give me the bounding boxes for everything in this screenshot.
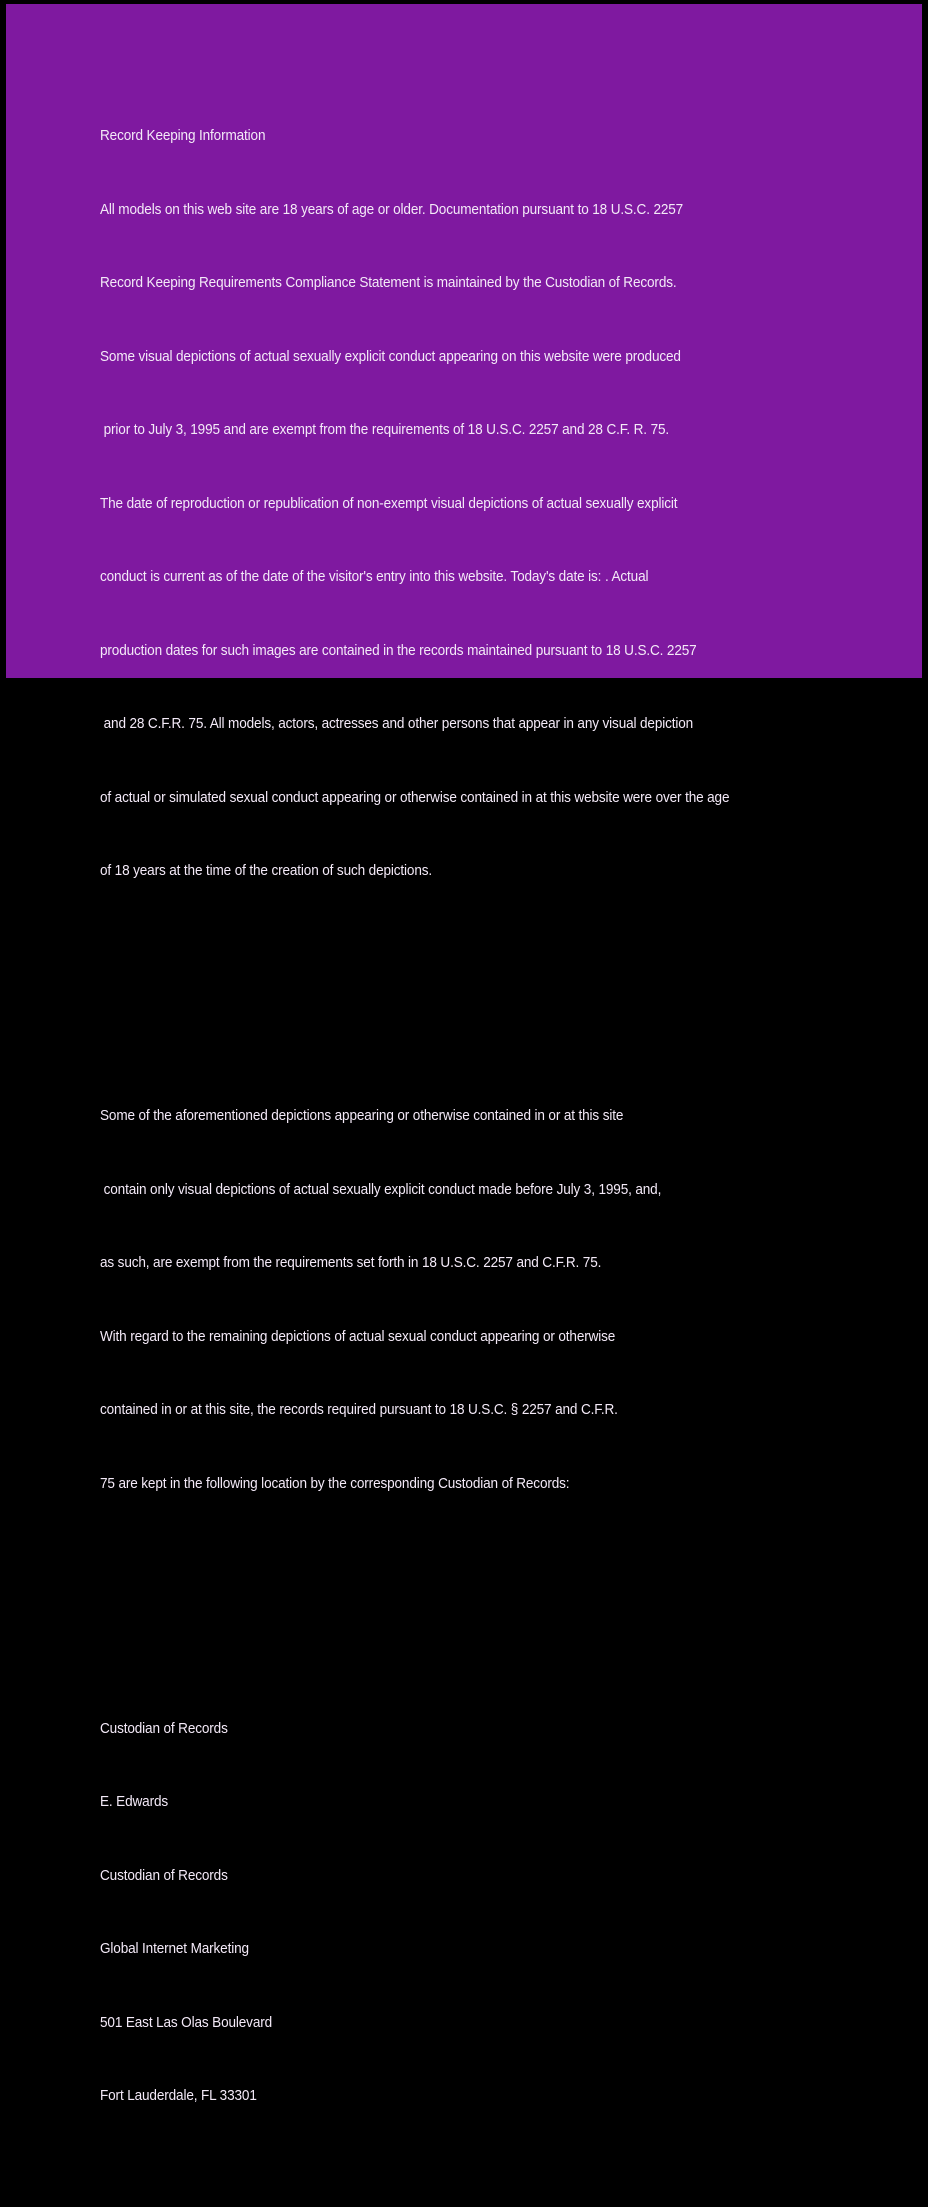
statement-line: contain only visual depictions of actual sexually explicit conduct made before July 3, 1995, and, (100, 1181, 662, 1198)
statement-line: production dates for such images are contained in the records maintained pursuant to 18 U.S.C. 2257 (100, 642, 697, 659)
paragraph-spacer (100, 982, 844, 1007)
statement-line: prior to July 3, 1995 and are exempt from the requirements of 18 U.S.C. 2257 and 28 C.F. R. 75. (100, 422, 670, 438)
statement-line: Some of the aforementioned depictions appearing or otherwise contained in or at this site (100, 1108, 624, 1124)
address-line: 501 East Las Olas Boulevard (100, 2014, 273, 2031)
statement-line: Record Keeping Requirements Compliance Statement is maintained by the Custodian of Records. (100, 275, 677, 291)
statement-line: Some visual depictions of actual sexually explicit conduct appearing on this website were produced (100, 348, 681, 365)
address-line: E. Edwards (100, 1794, 169, 1810)
statement-line: of 18 years at the time of the creation of such depictions. (100, 863, 433, 879)
statement-line: conduct is current as of the date of the visitor's entry into this website. Today's date is: . Actual (100, 569, 649, 585)
statement-line: The date of reproduction or republication of non-exempt visual depictions of actual sexually explicit (100, 495, 678, 512)
statement-heading: Record Keeping Information (100, 128, 266, 144)
record-keeping-paragraph (100, 75, 844, 933)
address-line: Fort Lauderdale, FL 33301 (100, 2088, 257, 2104)
paragraph-spacer (100, 1594, 844, 1619)
statement-panel (6, 4, 922, 2104)
address-line: Custodian of Records (100, 1867, 228, 1884)
statement-line: All models on this web site are 18 years of age or older. Documentation pursuant to 18 U.S.C. 2257 (100, 201, 684, 218)
statement-line: as such, are exempt from the requirements set forth in 18 U.S.C. 2257 and C.F.R. 75. (100, 1255, 602, 1271)
custodian-address (100, 1668, 844, 2158)
address-line: Custodian of Records (100, 1720, 228, 1737)
statement-line: With regard to the remaining depictions of actual sexual conduct appearing or otherwise (100, 1328, 616, 1345)
statement-line: of actual or simulated sexual conduct appearing or otherwise contained in at this website were over the age (100, 789, 730, 806)
statement-content (100, 26, 844, 2207)
exemption-paragraph (100, 1055, 844, 1545)
statement-line: contained in or at this site, the records required pursuant to 18 U.S.C. § 2257 and C.F.R. (100, 1402, 618, 1418)
statement-line: 75 are kept in the following location by the corresponding Custodian of Records: (100, 1475, 570, 1492)
address-line: Global Internet Marketing (100, 1941, 249, 1957)
statement-line: and 28 C.F.R. 75. All models, actors, actresses and other persons that appear in any visual depiction (100, 716, 694, 732)
